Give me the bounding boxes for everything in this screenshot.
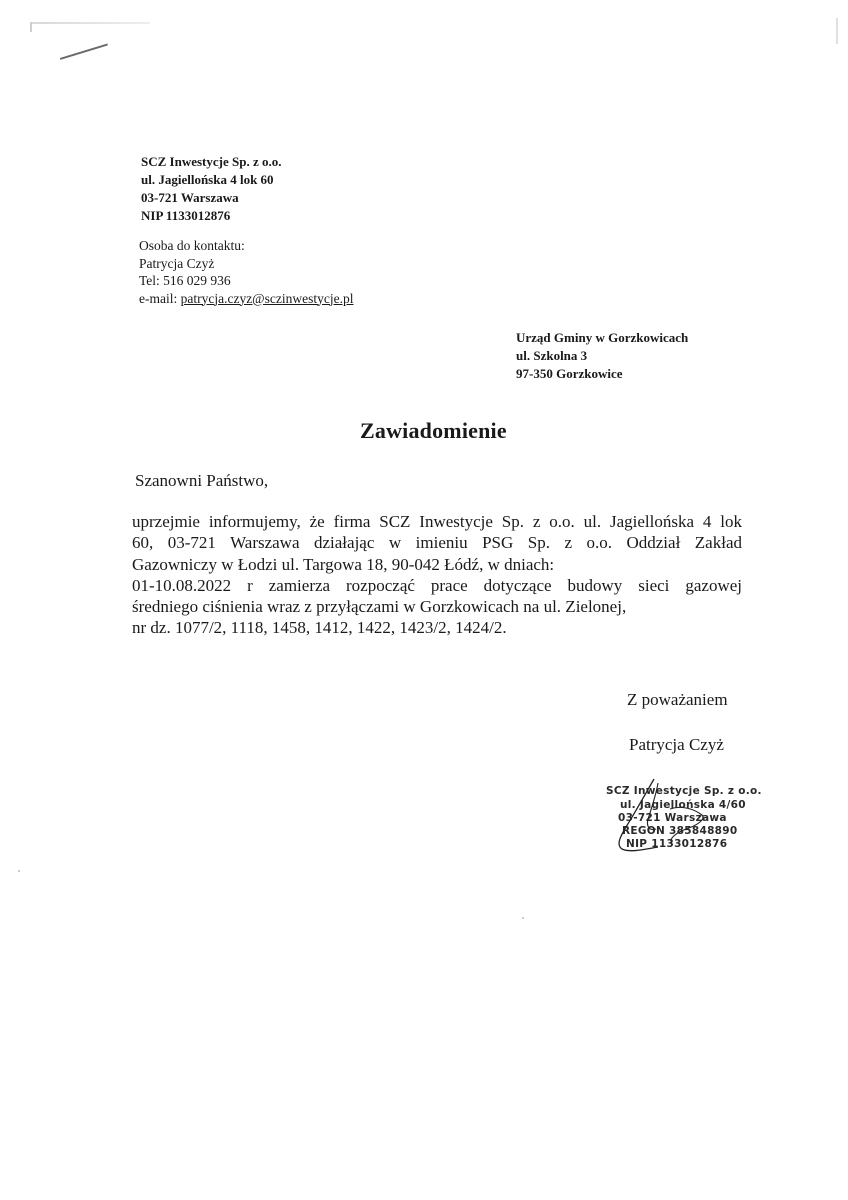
document-title: Zawiadomienie bbox=[360, 418, 507, 443]
recipient-street: ul. Szkolna 3 bbox=[516, 348, 588, 363]
body-line: 01-10.08.2022 r zamierza rozpocząć prace dotyczące budowy sieci gazowej bbox=[132, 575, 742, 595]
stamp-line: NIP 1133012876 bbox=[626, 838, 728, 850]
closing-phrase: Z poważaniem bbox=[627, 690, 728, 709]
recipient-address-block bbox=[516, 329, 688, 383]
stamp-line: REGON 385848890 bbox=[622, 825, 738, 837]
pen-stroke-mark bbox=[60, 43, 108, 60]
stamp-line: ul. Jagiellońska 4/60 bbox=[620, 799, 746, 811]
sender-company: SCZ Inwestycje Sp. z o.o. bbox=[141, 154, 282, 169]
body-line: 60, 03-721 Warszawa działając w imieniu PSG Sp. z o.o. Oddział Zakład bbox=[132, 533, 742, 553]
recipient-name: Urząd Gminy w Gorzkowicach bbox=[516, 330, 689, 345]
handwritten-signature-scribble bbox=[606, 775, 766, 855]
sender-address-block bbox=[141, 153, 281, 225]
sender-city: 03-721 Warszawa bbox=[141, 190, 239, 205]
scan-edge-mark bbox=[30, 22, 150, 24]
scan-corner-mark bbox=[30, 22, 32, 32]
contact-label: Osoba do kontaktu: bbox=[139, 238, 245, 253]
contact-block bbox=[139, 237, 353, 307]
body-line: nr dz. 1077/2, 1118, 1458, 1412, 1422, 1423/2, 1424/2. bbox=[132, 618, 507, 638]
salutation: Szanowni Państwo, bbox=[135, 471, 269, 490]
signature-name: Patrycja Czyż bbox=[629, 735, 724, 754]
sender-nip: NIP 1133012876 bbox=[141, 208, 231, 223]
contact-email-label: e-mail: bbox=[139, 290, 181, 306]
body-line: Gazowniczy w Łodzi ul. Targowa 18, 90-042 Łódź, w dniach: bbox=[132, 554, 555, 574]
stamp-line: SCZ Inwestycje Sp. z o.o. bbox=[606, 785, 762, 797]
contact-email-link[interactable]: patrycja.czyz@sczinwestycje.pl bbox=[180, 290, 354, 306]
letter-body bbox=[132, 511, 742, 639]
scan-speck bbox=[522, 917, 524, 919]
body-line: średniego ciśnienia wraz z przyłączami w Gorzkowicach na ul. Zielonej, bbox=[132, 597, 627, 617]
scan-speck bbox=[18, 870, 20, 872]
sender-street: ul. Jagiellońska 4 lok 60 bbox=[141, 172, 274, 187]
company-stamp bbox=[606, 775, 766, 855]
scan-edge-mark-right bbox=[836, 18, 838, 44]
recipient-city: 97-350 Gorzkowice bbox=[516, 366, 623, 381]
body-line: uprzejmie informujemy, że firma SCZ Inwestycje Sp. z o.o. ul. Jagiellońska 4 lok bbox=[132, 512, 742, 531]
stamp-line: 03-721 Warszawa bbox=[618, 812, 727, 824]
contact-email-row bbox=[139, 290, 353, 308]
contact-name: Patrycja Czyż bbox=[139, 255, 215, 271]
contact-phone: Tel: 516 029 936 bbox=[139, 273, 231, 288]
